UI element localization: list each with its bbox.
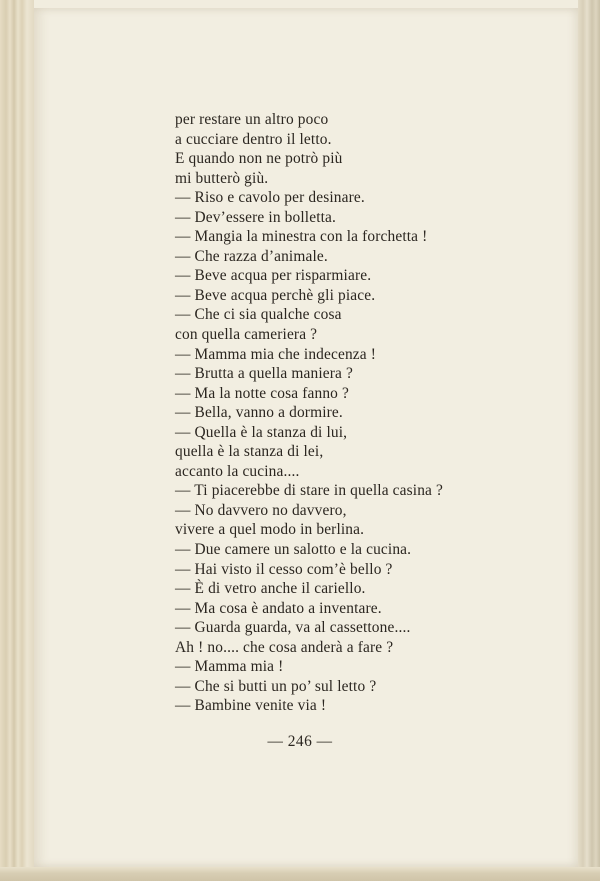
text-line: — Ti piacerebbe di stare in quella casina ?: [175, 482, 444, 500]
text-line: — No davvero no davvero,: [175, 501, 347, 519]
text-line: — Riso e cavolo per desinare.: [175, 189, 365, 207]
text-line: — Mamma mia che indecenza !: [175, 345, 377, 363]
text-line: — Ma cosa è andato a inventare.: [175, 599, 382, 617]
text-line: — Mamma mia !: [175, 658, 284, 676]
page-number: [0, 733, 600, 751]
text-line: — Ma la notte cosa fanno ?: [175, 384, 349, 402]
text-line: — Hai visto il cesso com’è bello ?: [175, 560, 393, 578]
text-line: mi butterò giù.: [175, 169, 269, 187]
text-line: — Che ci sia qualche cosa: [175, 306, 342, 324]
text-line: — È di vetro anche il cariello.: [175, 580, 366, 598]
text-line: — Bella, vanno a dormire.: [175, 404, 343, 422]
text-line: a cucciare dentro il letto.: [175, 130, 332, 148]
text-line: — Brutta a quella maniera ?: [175, 365, 353, 383]
text-line: — Che razza d’animale.: [175, 247, 328, 265]
text-line: — Mangia la minestra con la forchetta !: [175, 228, 428, 246]
bottom-page-edges: [0, 867, 600, 881]
poem-text: [175, 110, 555, 716]
text-line: — Beve acqua per risparmiare.: [175, 267, 372, 285]
page-number-text: — 246 —: [267, 733, 333, 750]
text-line: con quella cameriera ?: [175, 326, 318, 344]
text-line: — Dev’essere in bolletta.: [175, 208, 337, 226]
text-line: — Bambine venite via !: [175, 697, 327, 715]
text-line: — Beve acqua perchè gli piace.: [175, 286, 376, 304]
text-line: — Guarda guarda, va al cassettone....: [175, 619, 411, 637]
text-line: Ah ! no.... che cosa anderà a fare ?: [175, 638, 394, 656]
text-line: — Due camere un salotto e la cucina.: [175, 541, 412, 559]
text-line: vivere a quel modo in berlina.: [175, 521, 365, 539]
text-line: — Quella è la stanza di lui,: [175, 423, 348, 441]
text-line: — Che si butti un po’ sul letto ?: [175, 677, 377, 695]
text-line: accanto la cucina....: [175, 462, 300, 480]
text-line: quella è la stanza di lei,: [175, 443, 324, 461]
text-line: per restare un altro poco: [175, 111, 329, 128]
text-line: E quando non ne potrò più: [175, 150, 343, 168]
